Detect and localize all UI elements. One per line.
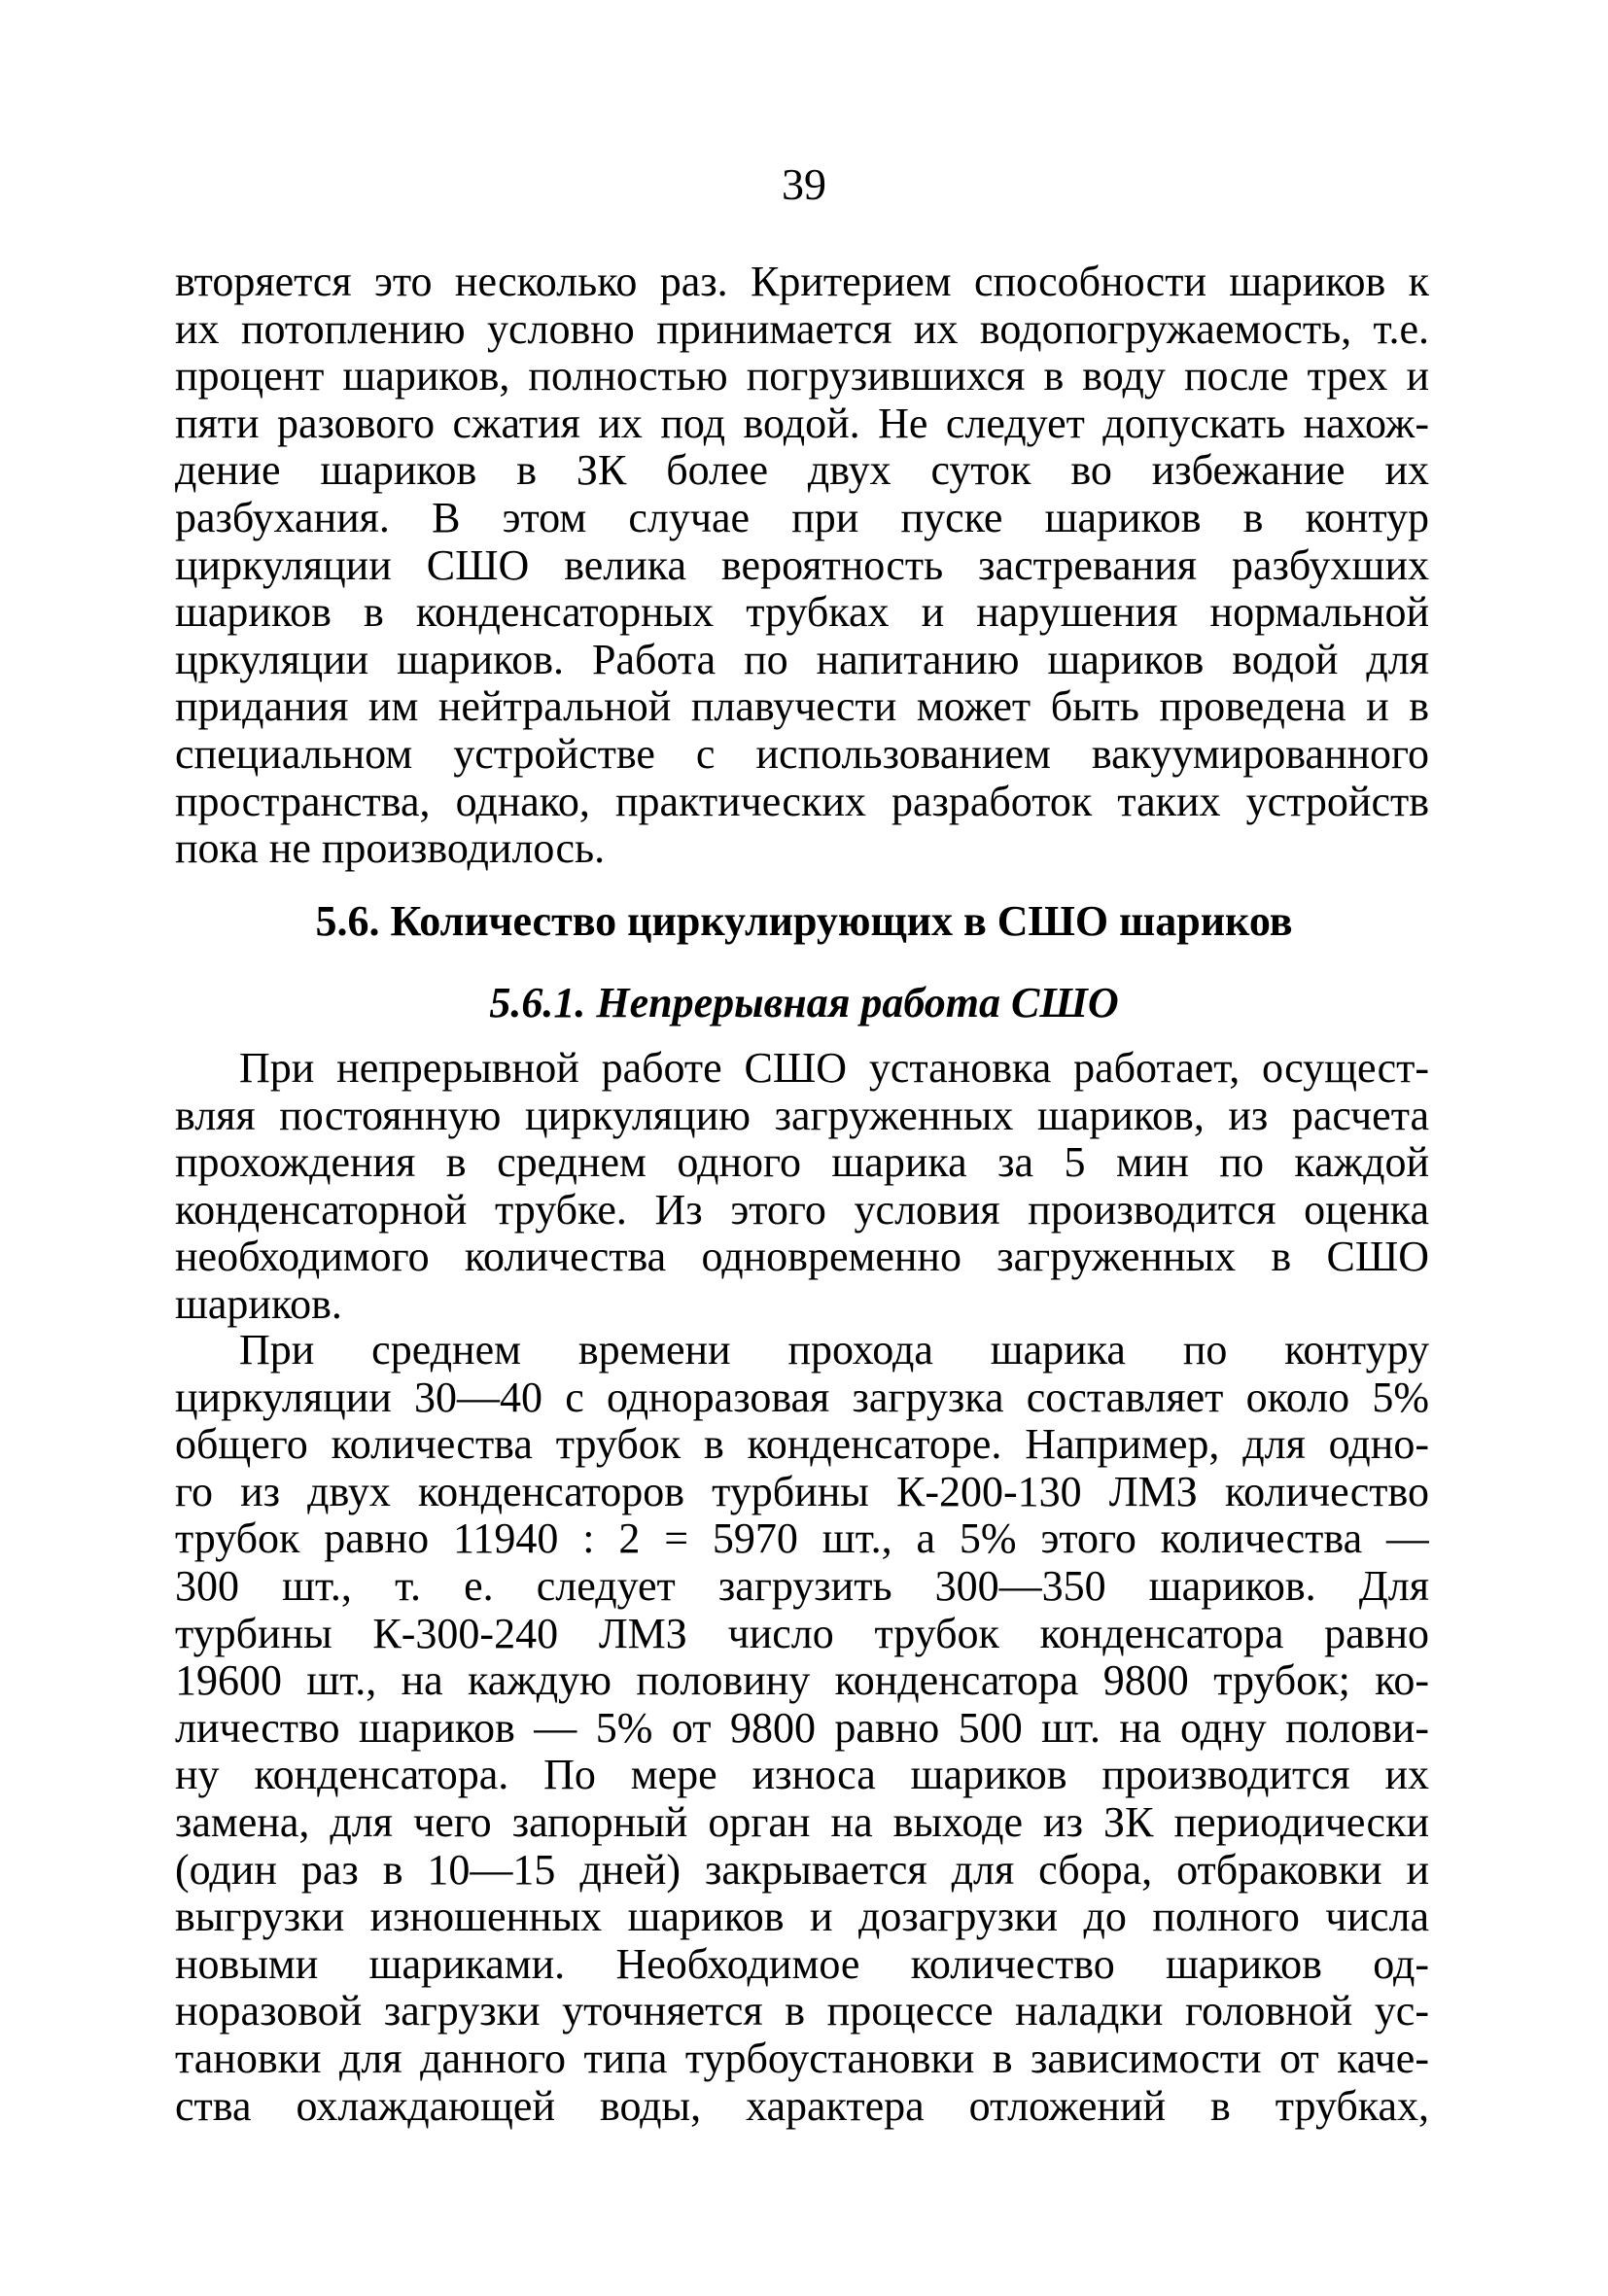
text-line: процент шариков, полностью погрузившихся в воду после трех и <box>175 353 1429 400</box>
text-line: личество шариков — 5% от 9800 равно 500 шт. на одну полови- <box>175 1704 1429 1752</box>
text-line: прохождения в среднем одного шарика за 5 мин по каждой <box>175 1139 1429 1187</box>
text-line: шариков в конденсаторных трубках и нарушения нормальной <box>175 589 1429 637</box>
text-line: выгрузки изношенных шариков и дозагрузки до полного числа <box>175 1894 1429 1941</box>
text-line: необходимого количества одновременно загруженных в СШО <box>175 1234 1429 1281</box>
text-line: трубок равно 11940 : 2 = 5970 шт., а 5% этого количества — <box>175 1515 1429 1563</box>
text-line: 19600 шт., на каждую половину конденсатора 9800 трубок; ко- <box>175 1657 1429 1705</box>
text-line: дение шариков в ЗК более двух суток во избежание их <box>175 447 1429 495</box>
text-line: 300 шт., т. е. следует загрузить 300—350 шариков. Для <box>175 1562 1429 1610</box>
text-line: специальном устройстве с использованием вакуумированного <box>175 730 1429 778</box>
text-line: ства охлаждающей воды, характера отложений в трубках, <box>175 2082 1429 2130</box>
text-line: придания им нейтральной плавучести может быть проведена и в <box>175 683 1429 731</box>
text-line: При среднем времени прохода шарика по контуру <box>239 1327 1429 1374</box>
paragraph-continuous-operation <box>175 1045 1429 1329</box>
text-line: норазовой загрузки уточняется в процессе наладки головной ус- <box>175 1988 1429 2035</box>
text-line: вляя постоянную циркуляцию загруженных шариков, из расчета <box>175 1092 1429 1139</box>
text-line: циркуляции 30—40 с одноразовая загрузка составляет около 5% <box>175 1374 1429 1421</box>
text-line: При непрерывной работе СШО установка работает, осущест- <box>239 1045 1429 1092</box>
text-line: го из двух конденсаторов турбины К-200-130 ЛМЗ количество <box>175 1468 1429 1515</box>
page-number: 39 <box>782 159 826 209</box>
text-line: разбухания. В этом случае при пуске шариков в контур <box>175 494 1429 541</box>
text-line: шариков. <box>175 1280 342 1328</box>
text-line: турбины К-300-240 ЛМЗ число трубок конденсатора равно <box>175 1610 1429 1657</box>
text-line: тановки для данного типа турбоустановки в зависимости от каче- <box>175 2035 1429 2082</box>
text-line: новыми шариками. Необходимое количество шариков од- <box>175 1940 1429 1988</box>
text-line: замена, для чего запорный орган на выходе из ЗК периодически <box>175 1798 1429 1846</box>
section-heading: 5.6. Количество циркулирующих в СШО шариков <box>315 897 1293 945</box>
text-line: их потоплению условно принимается их водопогружаемость, т.е. <box>175 305 1429 353</box>
paragraph-continued <box>175 259 1429 873</box>
text-line: цркуляции шариков. Работа по напитанию шариков водой для <box>175 636 1429 683</box>
text-line: вторяется это несколько раз. Критерием способности шариков к <box>175 259 1429 305</box>
text-line: ну конденсатора. По мере износа шариков производится их <box>175 1752 1429 1799</box>
text-line: общего количества трубок в конденсаторе. Например, для одно- <box>175 1421 1429 1469</box>
text-line: циркуляции СШО велика вероятность застревания разбухших <box>175 541 1429 589</box>
subsection-heading: 5.6.1. Непрерывная работа СШО <box>489 979 1119 1026</box>
text-line: пяти разового сжатия их под водой. Не следует допускать нахож- <box>175 400 1429 447</box>
text-line: пространства, однако, практических разработок таких устройств <box>175 778 1429 825</box>
paragraph-ball-quantity <box>175 1327 1429 2130</box>
text-line: пока не производилось. <box>175 825 606 873</box>
text-line: (один раз в 10—15 дней) закрывается для сбора, отбраковки и <box>175 1846 1429 1894</box>
text-line: конденсаторной трубке. Из этого условия производится оценка <box>175 1186 1429 1234</box>
